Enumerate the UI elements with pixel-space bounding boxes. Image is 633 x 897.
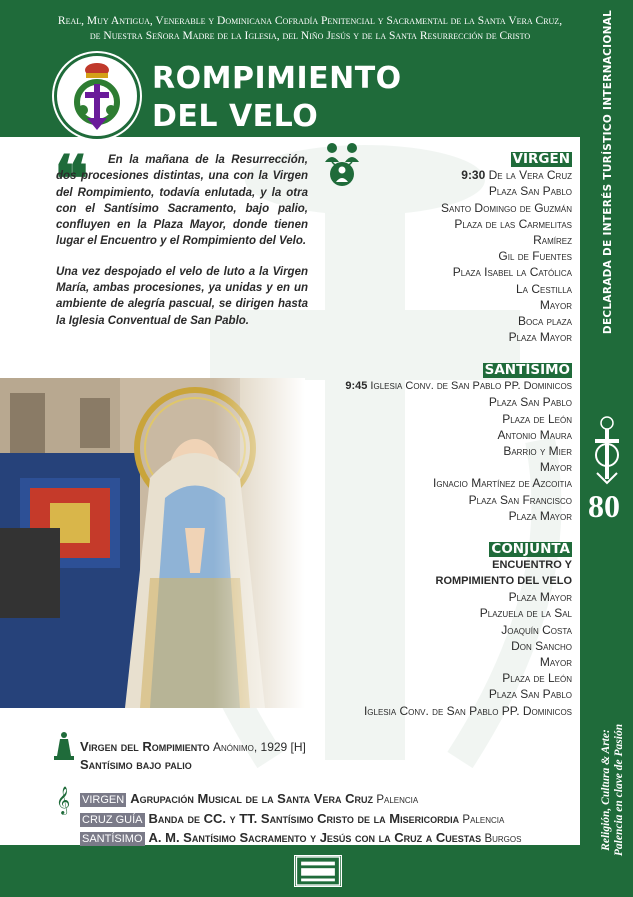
paso-item bbox=[80, 738, 306, 756]
route-time: 9:45 bbox=[345, 380, 368, 393]
route-stop: Plaza de León bbox=[502, 411, 572, 426]
page-title-line2: DEL VELO bbox=[152, 99, 319, 134]
band-tag: SANTÍSIMO bbox=[82, 833, 143, 845]
band-place: Palencia bbox=[462, 813, 505, 826]
route-event-line2: ROMPIMIENTO DEL VELO bbox=[435, 575, 572, 588]
route-stop: Plaza San Francisco bbox=[468, 492, 572, 507]
route-stop: Ramírez bbox=[533, 233, 572, 248]
band-name: Banda de CC. y TT. Santísimo Cristo de la Misericordia bbox=[148, 810, 460, 826]
route-stop: Plaza de las Carmelitas bbox=[454, 216, 572, 231]
route-stop: Mayor bbox=[539, 655, 572, 670]
route-people-icon bbox=[322, 140, 362, 188]
route-stop: Antonio Maura bbox=[497, 427, 572, 442]
route-conjunta-heading: CONJUNTA bbox=[491, 541, 570, 557]
brotherhood-name bbox=[40, 14, 580, 44]
statue-figure-icon bbox=[54, 730, 74, 762]
paso-item bbox=[80, 756, 306, 774]
crest-icon bbox=[57, 56, 137, 136]
route-stop: Plaza Mayor bbox=[508, 590, 572, 605]
route-stop: Barrio y Mier bbox=[503, 444, 572, 459]
intro-paragraph-1: En la mañana de la Resurrección, dos procesiones distintas, una con la Virgen del Rompimiento, todavía enlutada, y la otra con el Santísimo Sacramento, bajo palio, confluyen en la Plaza Mayor, donde tienen lugar el Encuentro y el Rompimiento del Velo. bbox=[56, 154, 308, 248]
semana-santa-logo bbox=[294, 855, 342, 887]
route-time: 9:30 bbox=[461, 168, 486, 183]
band-tag: VIRGEN bbox=[82, 794, 125, 806]
route-stop: Plaza Mayor bbox=[508, 330, 572, 345]
music-list bbox=[80, 790, 521, 849]
route-stop: Don Sancho bbox=[511, 638, 572, 653]
quote-mark-icon: ❝ bbox=[54, 144, 89, 215]
slogan-text bbox=[600, 724, 626, 856]
brotherhood-name-line1: Real, Muy Antigua, Venerable y Dominicana Cofradía Penitencial y Sacramental de la Santa Vera Cruz, bbox=[57, 15, 563, 27]
route-stop: Gil de Fuentes bbox=[498, 249, 572, 264]
band-tag: CRUZ GUÍA bbox=[82, 813, 143, 826]
route-stop: Joaquín Costa bbox=[501, 622, 572, 637]
route-stop bbox=[345, 378, 572, 394]
slogan-line1: Religión, Cultura & Arte: bbox=[600, 729, 612, 851]
intro-paragraph-2: Una vez despojado el velo de luto a la Virgen María, ambas procesiones, ya unidas y en un ambiente de alegría pascual, se dirigen hasta la Iglesia Conventual de San Pablo. bbox=[56, 265, 308, 327]
page-title-line1: ROMPIMIENTO bbox=[152, 61, 402, 96]
route-stop: Plaza San Pablo bbox=[488, 184, 572, 199]
brotherhood-emblem-icon bbox=[589, 415, 625, 485]
band-name: Agrupación Musical de la Santa Vera Cruz bbox=[130, 791, 373, 806]
treble-clef-icon: 𝄞 bbox=[56, 786, 71, 814]
route-stop: Plazuela de la Sal bbox=[479, 606, 572, 621]
route-stop: Plaza Mayor bbox=[508, 508, 572, 523]
slogan-line2: Palencia en clave de Pasión bbox=[613, 723, 625, 857]
paso-name: Santísimo bajo palio bbox=[80, 757, 192, 772]
band-item bbox=[80, 829, 521, 849]
declaration-text: DECLARADA DE INTERÉS TURÍSTICO INTERNACIONAL bbox=[602, 9, 614, 335]
band-item bbox=[80, 790, 521, 810]
band-place: Burgos bbox=[484, 833, 522, 845]
route-stop: Plaza de León bbox=[502, 671, 572, 686]
pasos-list bbox=[80, 738, 306, 774]
route-virgen-heading: VIRGEN bbox=[512, 151, 570, 167]
route-stop: Boca plaza bbox=[517, 314, 572, 329]
anniversary-80-logo: 80 bbox=[588, 488, 620, 524]
declaration-vertical bbox=[597, 9, 619, 335]
route-santisimo-heading: SANTÍSIMO bbox=[484, 362, 570, 378]
slogan-vertical bbox=[598, 690, 628, 890]
route-stop: Plaza Isabel la Católica bbox=[452, 265, 572, 280]
page-title bbox=[152, 60, 402, 136]
band-place: Palencia bbox=[376, 794, 419, 806]
route-stop: Iglesia Conv. de San Pablo PP. Dominicos bbox=[363, 703, 572, 718]
route-stop: Santo Domingo de Guzmán bbox=[441, 200, 572, 215]
route-stop: Mayor bbox=[539, 460, 572, 475]
virgin-statue-photo bbox=[0, 378, 305, 708]
route-event-line1: ENCUENTRO Y bbox=[492, 559, 572, 572]
band-name: A. M. Santísimo Sacramento y Jesús con la Cruz a Cuestas bbox=[148, 830, 482, 845]
route-stop: Mayor bbox=[539, 297, 572, 312]
route-santisimo bbox=[345, 362, 572, 524]
band-item bbox=[80, 810, 521, 830]
route-stop-label: De la Vera Cruz bbox=[488, 168, 572, 183]
route-conjunta bbox=[364, 541, 572, 719]
paso-author: Anónimo, 1929 [H] bbox=[212, 740, 306, 754]
route-stop-label: Iglesia Conv. de San Pablo PP. Dominicos bbox=[370, 380, 572, 393]
brotherhood-name-line2: de Nuestra Señora Madre de la Iglesia, del Niño Jesús y de la Santa Resurrección de Cristo bbox=[89, 30, 531, 42]
route-stop: Plaza San Pablo bbox=[488, 395, 572, 410]
brotherhood-crest-logo bbox=[54, 53, 140, 139]
route-stop: Plaza San Pablo bbox=[488, 687, 572, 702]
route-stop bbox=[441, 167, 572, 183]
route-virgen bbox=[441, 151, 572, 345]
route-stop: La Cestilla bbox=[515, 281, 572, 296]
intro-text bbox=[54, 144, 308, 343]
route-stop: Ignacio Martínez de Azcoitia bbox=[433, 476, 572, 491]
paso-name: Virgen del Rompimiento bbox=[80, 739, 210, 754]
